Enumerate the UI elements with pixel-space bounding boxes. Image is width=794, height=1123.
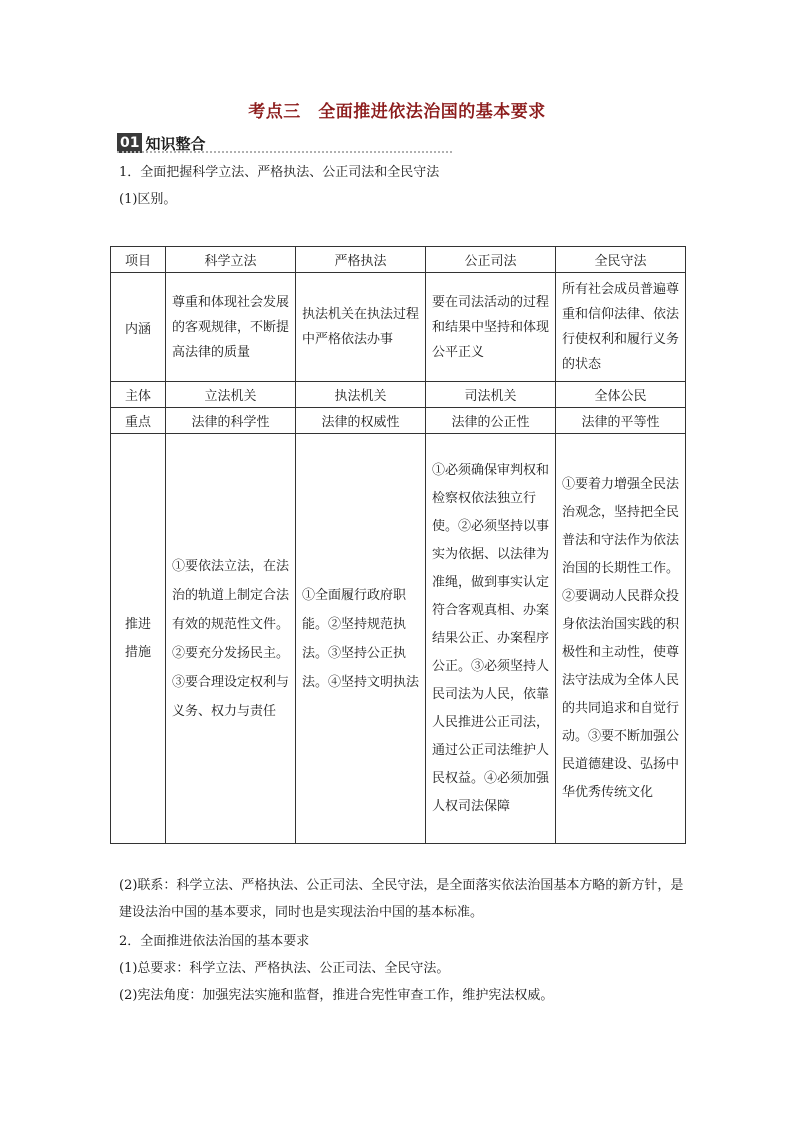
table-cell: 执法机关 xyxy=(296,382,426,408)
table-row-measures xyxy=(111,434,686,844)
table-header-cell: 严格执法 xyxy=(296,247,426,273)
table-row-focus xyxy=(111,408,686,434)
section-badge: 01 xyxy=(117,133,142,153)
table-header-cell: 科学立法 xyxy=(166,247,296,273)
table-cell: 所有社会成员普遍尊重和信仰法律、依法行使权利和履行义务的状态 xyxy=(556,273,686,382)
table-row-subject xyxy=(111,382,686,408)
table-cell: 全体公民 xyxy=(556,382,686,408)
table-cell: 法律的科学性 xyxy=(166,408,296,434)
row-label: 内涵 xyxy=(111,273,166,382)
paragraph-2: (1)区别。 xyxy=(119,192,177,207)
row-label: 主体 xyxy=(111,382,166,408)
paragraph-6: (2)宪法角度：加强宪法实施和监督，推进合宪性审查工作，维护宪法权威。 xyxy=(119,988,554,1003)
table-cell: 要在司法活动的过程和结果中坚持和体现公平正义 xyxy=(426,273,556,382)
table-cell: 法律的权威性 xyxy=(296,408,426,434)
table-cell: 司法机关 xyxy=(426,382,556,408)
table-row-connotation xyxy=(111,273,686,382)
paragraph-5: (1)总要求：科学立法、严格执法、公正司法、全民守法。 xyxy=(119,961,450,976)
table-cell: 尊重和体现社会发展的客观规律，不断提高法律的质量 xyxy=(166,273,296,382)
table-header-cell: 项目 xyxy=(111,247,166,273)
paragraph-3: (2)联系：科学立法、严格执法、公正司法、全民守法，是全面落实依法治国基本方略的新方针，是建设法治中国的基本要求，同时也是实现法治中国的基本标准。 xyxy=(119,878,684,920)
table-cell: ①必须确保审判权和检察权依法独立行使。②必须坚持以事实为依据、以法律为准绳，做到事实认定符合客观真相、办案结果公正、办案程序公正。③必须坚持人民司法为人民，依靠人民推进公正司法，通过公正司法维护人民权益。④必须加强人权司法保障 xyxy=(426,434,556,844)
table-cell: 法律的平等性 xyxy=(556,408,686,434)
table-cell: ①要依法立法，在法治的轨道上制定合法有效的规范性文件。②要充分发扬民主。③要合理设定权利与义务、权力与责任 xyxy=(166,434,296,844)
paragraph-4: 2．全面推进依法治国的基本要求 xyxy=(119,934,310,949)
section-label: 知识整合 xyxy=(145,134,206,153)
dotted-divider xyxy=(117,151,452,153)
paragraph-1: 1．全面把握科学立法、严格执法、公正司法和全民守法 xyxy=(119,165,440,180)
table-cell: ①全面履行政府职能。②坚持规范执法。③坚持公正执法。④坚持文明执法 xyxy=(296,434,426,844)
table-cell: 执法机关在执法过程中严格依法办事 xyxy=(296,273,426,382)
table-header-cell: 全民守法 xyxy=(556,247,686,273)
table-cell: 法律的公正性 xyxy=(426,408,556,434)
table-header-cell: 公正司法 xyxy=(426,247,556,273)
comparison-table xyxy=(110,246,686,844)
table-header-row xyxy=(111,247,686,273)
row-label: 推进措施 xyxy=(111,434,166,844)
table-cell: ①要着力增强全民法治观念，坚持把全民普法和守法作为依法治国的长期性工作。②要调动人民群众投身依法治国实践的积极性和主动性，使尊法守法成为全体人民的共同追求和自觉行动。③要不断加强公民道德建设、弘扬中华优秀传统文化 xyxy=(556,434,686,844)
page-title: 考点三 全面推进依法治国的基本要求 xyxy=(248,102,546,122)
row-label: 重点 xyxy=(111,408,166,434)
table-cell: 立法机关 xyxy=(166,382,296,408)
